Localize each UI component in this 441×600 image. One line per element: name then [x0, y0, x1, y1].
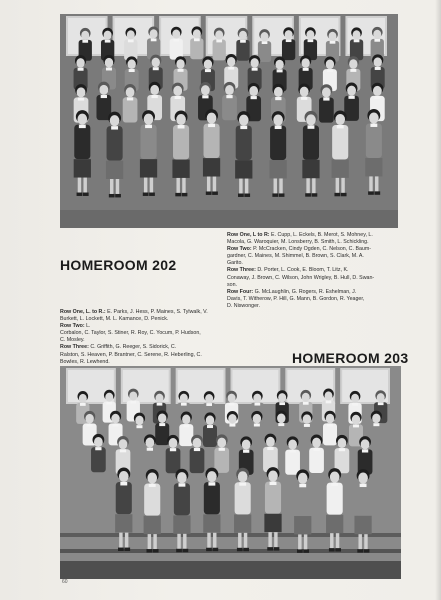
homeroom-202-class-photo: [60, 14, 398, 228]
caption-line: [227, 282, 400, 289]
row-heading: Row Two:: [227, 246, 252, 253]
caption-line: [227, 275, 400, 282]
homeroom-202-caption: [227, 232, 400, 310]
student-names: Burkett, L. Lockett, M. L. Kamance, D. Penick.: [60, 316, 169, 323]
row-heading: Row Four:: [227, 288, 254, 295]
caption-line: [227, 289, 400, 296]
row-heading: Row One, L to R:: [227, 232, 270, 238]
caption-line: [60, 337, 234, 344]
caption-line: [60, 330, 234, 337]
caption-line: [227, 296, 400, 303]
page-number: 60: [62, 579, 68, 585]
caption-line: [227, 260, 400, 267]
caption-line: [227, 232, 400, 239]
student-names: E. Cupp, L. Eckels, B. Merot, S. Mohney, L.: [269, 232, 373, 238]
student-names: Macola, G. Waroquier, M. Lonsberry, B. Smith, L. Schickling.: [227, 239, 369, 246]
caption-line: [60, 359, 234, 366]
page-edge-shadow: [435, 0, 441, 600]
caption-line: [227, 253, 400, 260]
student-names: Ralston, S. Heaven, P. Brantner, C. Serene, R. Heberling, C.: [60, 351, 202, 358]
homeroom-202-title: HOMEROOM 202: [60, 257, 177, 273]
student-names: son.: [227, 281, 238, 288]
caption-line: [227, 303, 400, 310]
caption-line: [227, 246, 400, 253]
student-names: Garito.: [227, 260, 243, 267]
student-names: C. Mosley.: [60, 337, 85, 344]
student-names: Bowles, R. Lewhend.: [60, 358, 110, 365]
row-heading: Row Three:: [227, 267, 256, 274]
student-names: D. Porter, L. Cook, E. Bloom, T. Litz, K.: [255, 267, 349, 274]
row-heading: Row Two:: [60, 323, 85, 330]
student-names: L.: [84, 323, 91, 330]
student-names: Conaway, J. Brown, C. Wilson, John Wrigley, B. Hull, D. Swan-: [227, 274, 375, 281]
student-names: Corbalon, C. Taylor, S. Stiner, R. Roy, C. Yocum, P. Hudson,: [60, 330, 201, 337]
homeroom-203-title: HOMEROOM 203: [292, 350, 409, 366]
caption-line: [60, 309, 234, 316]
row-heading: Row Three:: [60, 344, 89, 351]
row-heading: Row One, L. to R.:: [60, 309, 106, 315]
student-names: P. McCracken, Cindy Ogden, C. Nelson, C. Baum-: [251, 246, 372, 253]
caption-line: [60, 344, 234, 351]
caption-line: [60, 352, 234, 359]
student-names: gardner, C. Maines, M. Shimmel, B. Brown, S. Clark, M. A.: [227, 253, 364, 260]
student-names: D. Niswonger.: [227, 302, 260, 309]
student-names: C. Griffith, G. Reeger, S. Sidorick, C.: [88, 344, 177, 351]
caption-line: [227, 239, 400, 246]
caption-line: [60, 323, 234, 330]
student-names: G. McLaughlin, G. Rogers, R. Eshelman, J.: [253, 288, 357, 295]
student-names: E. Parks, J. Hess, P. Maines, S. Tylwalk, V.: [105, 309, 208, 315]
caption-line: [227, 267, 400, 274]
student-names: Davis, T. Witherow, P. Hill, G. Mann, B. Gordon, R. Yeager,: [227, 295, 365, 302]
homeroom-203-class-photo: [60, 366, 401, 579]
caption-line: [60, 316, 234, 323]
